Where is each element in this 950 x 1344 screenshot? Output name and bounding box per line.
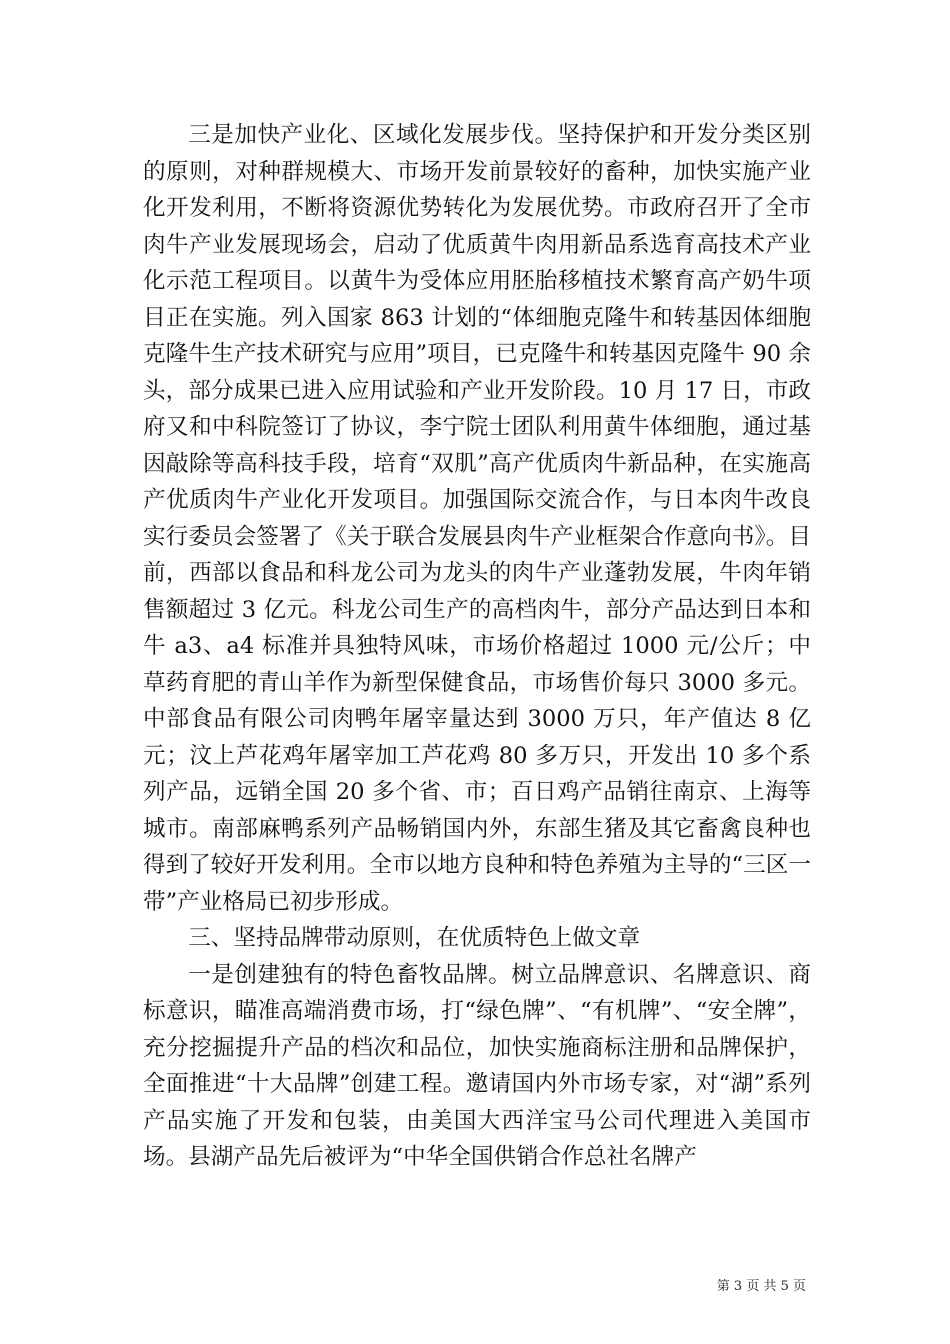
paragraph-brand-creation: 一是创建独有的特色畜牧品牌。树立品牌意识、名牌意识、商标意识，瞄准高端消费市场，打“绿色牌”、“有机牌”、“安全牌”，充分挖掘提升产品的档次和品位，加快实施商标注册和品牌保护，全面推进“十大品牌”创建工程。邀请国内外市场专家，对“湖”系列产品实施了开发和包装，由美国大西洋宝马公司代理进入美国市场。县湖产品先后被评为“中华全国供销合作总社名牌产 xyxy=(143,961,811,1170)
page-number-footer: 第 3 页 共 5 页 xyxy=(716,1279,806,1294)
document-body xyxy=(143,117,811,1176)
section-heading-brand: 三、坚持品牌带动原则，在优质特色上做文章 xyxy=(188,925,641,951)
paragraph-industrialization: 三是加快产业化、区域化发展步伐。坚持保护和开发分类区别的原则，对种群规模大、市场开发前景较好的畜种，加快实施产业化开发利用，不断将资源优势转化为发展优势。市政府召开了全市肉牛产业发展现场会，启动了优质黄牛肉用新品系选育高技术产业化示范工程项目。以黄牛为受体应用胚胎移植技术繁育高产奶牛项目正在实施。列入国家 863 计划的“体细胞克隆牛和转基因体细胞克隆牛生产技术研究与应用”项目，已克隆牛和转基因克隆牛 90 余头，部分成果已进入应用试验和产业开发阶段。10 月 17 日，市政府又和中科院签订了协议，李宁院士团队利用黄牛体细胞，通过基因敲除等高科技手段，培育“双肌”高产优质肉牛新品种，在实施高产优质肉牛产业化开发项目。加强国际交流合作，与日本肉牛改良实行委员会签署了《关于联合发展县肉牛产业框架合作意向书》。目前，西部以食品和科龙公司为龙头的肉牛产业蓬勃发展，牛肉年销售额超过 3 亿元。科龙公司生产的高档肉牛，部分产品达到日本和牛 a3、a4 标准并具独特风味，市场价格超过 1000 元/公斤；中草药育肥的青山羊作为新型保健食品，市场售价每只 3000 多元。中部食品有限公司肉鸭年屠宰量达到 3000 万只，年产值达 8 亿元；汶上芦花鸡年屠宰加工芦花鸡 80 多万只，开发出 10 多个系列产品，远销全国 20 多个省、市；百日鸡产品销往南京、上海等城市。南部麻鸭系列产品畅销国内外，东部生猪及其它畜禽良种也得到了较好开发利用。全市以地方良种和特色养殖为主导的“三区一带”产业格局已初步形成。 xyxy=(143,122,811,915)
